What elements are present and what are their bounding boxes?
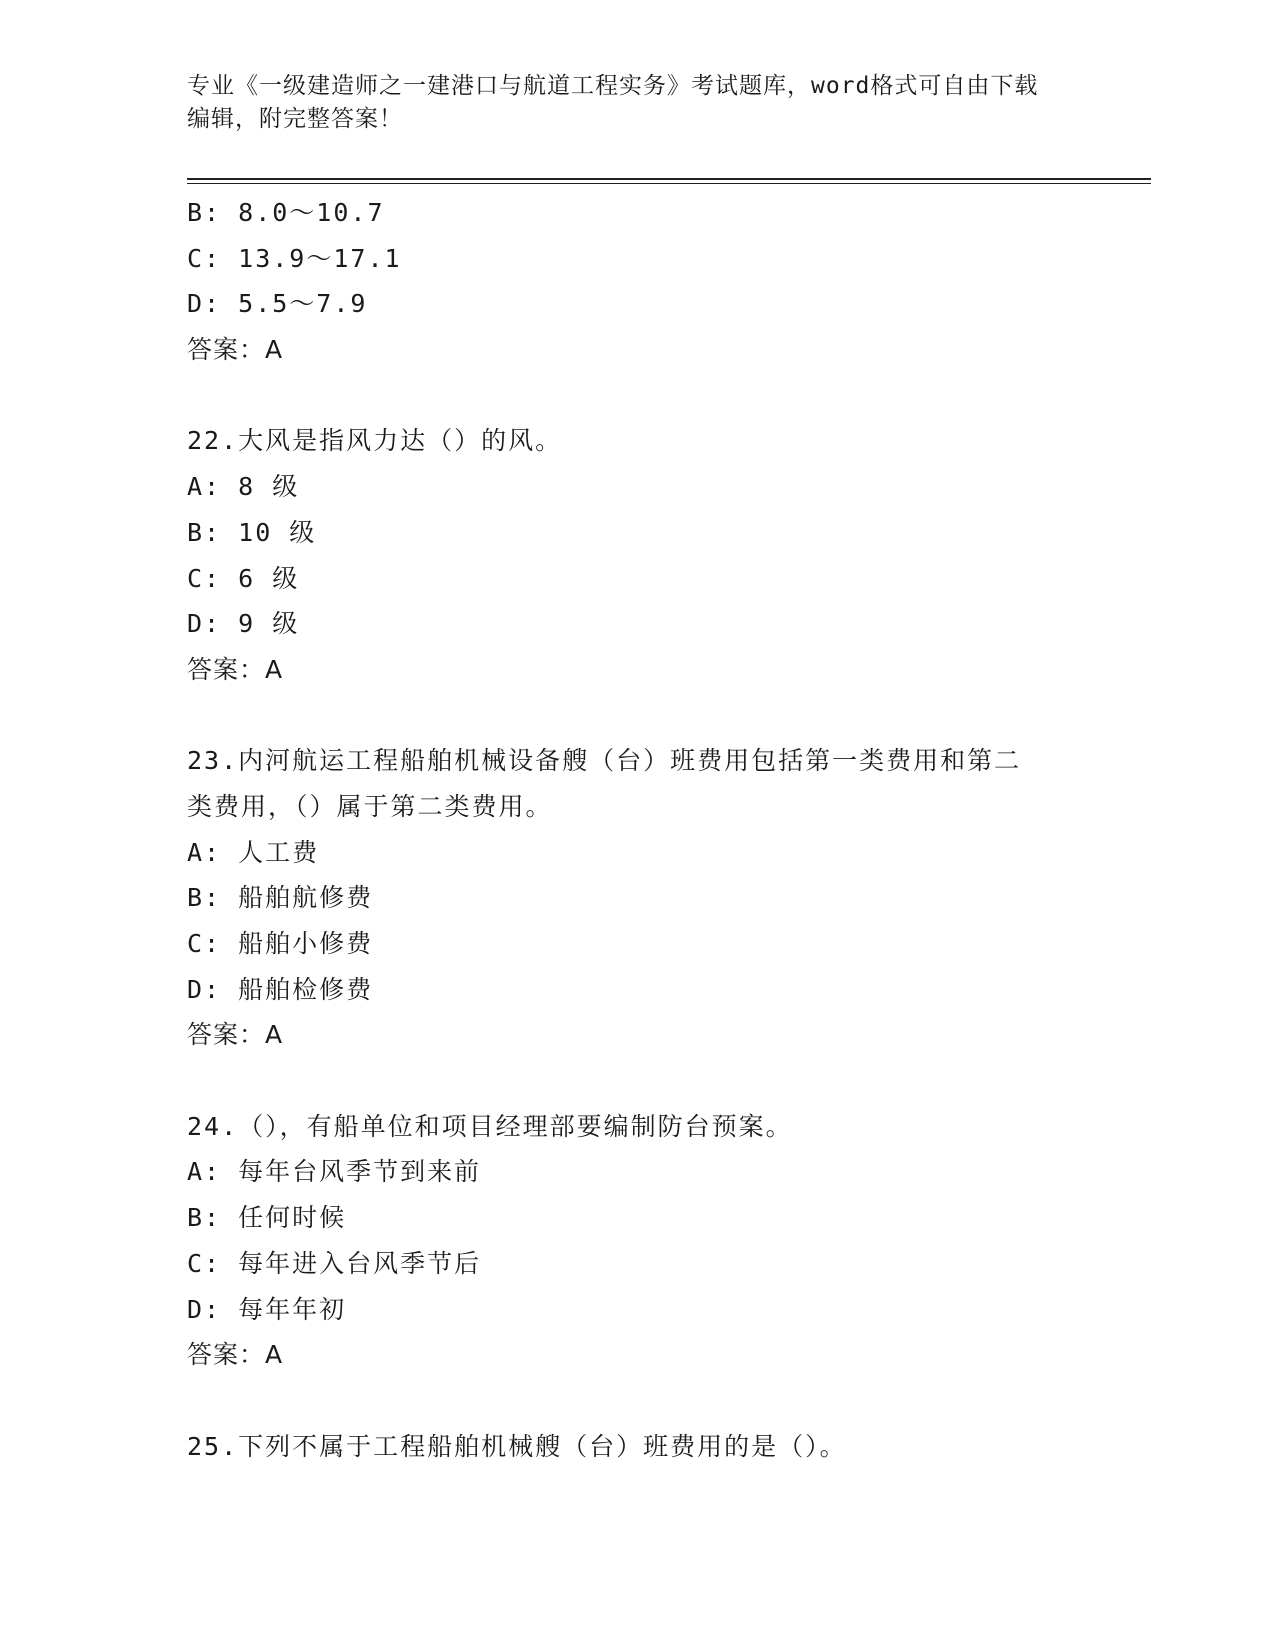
q22-option-a: A: 8 级 xyxy=(187,472,300,502)
q24-option-d: D: 每年年初 xyxy=(187,1294,347,1324)
q25-question: 25.下列不属于工程船舶机械艘（台）班费用的是（）。 xyxy=(187,1431,847,1461)
q23-option-c: C: 船舶小修费 xyxy=(187,929,374,958)
q24-option-b: B: 任何时候 xyxy=(187,1203,347,1233)
q24-option-a: A: 每年台风季节到来前 xyxy=(187,1157,482,1187)
q24-option-c: C: 每年进入台风季节后 xyxy=(187,1248,482,1278)
q21-option-b: B: 8.0～10.7 xyxy=(187,198,385,227)
q23-option-d: D: 船舶检修费 xyxy=(187,974,374,1004)
q23-question-line-2: 类费用，（）属于第二类费用。 xyxy=(187,791,553,821)
document-header xyxy=(187,70,1067,136)
q22-option-b: B: 10 级 xyxy=(187,517,317,547)
header-line-2: 编辑，附完整答案！ xyxy=(187,106,403,132)
header-divider-thin xyxy=(187,183,1151,184)
q21-option-d: D: 5.5～7.9 xyxy=(187,289,368,319)
q22-answer: 答案：A xyxy=(187,654,284,684)
q22-question: 22.大风是指风力达（）的风。 xyxy=(187,426,563,456)
q22-option-c: C: 6 级 xyxy=(187,563,300,593)
q23-answer: 答案：A xyxy=(187,1020,284,1050)
header-divider-thick xyxy=(187,178,1151,180)
q22-option-d: D: 9 级 xyxy=(187,609,300,639)
header-line-1: 专业《一级建造师之一建港口与航道工程实务》考试题库，word格式可自由下载 xyxy=(187,73,1039,99)
q23-option-a: A: 人工费 xyxy=(187,837,320,867)
q24-answer: 答案：A xyxy=(187,1340,284,1370)
question-content xyxy=(187,190,1087,1469)
q21-option-c: C: 13.9～17.1 xyxy=(187,243,402,273)
q23-option-b: B: 船舶航修费 xyxy=(187,883,374,913)
q24-question: 24.（），有船单位和项目经理部要编制防台预案。 xyxy=(187,1111,793,1141)
q23-question-line-1: 23.内河航运工程船舶机械设备艘（台）班费用包括第一类费用和第二 xyxy=(187,746,1022,776)
q21-answer: 答案：A xyxy=(187,335,284,365)
